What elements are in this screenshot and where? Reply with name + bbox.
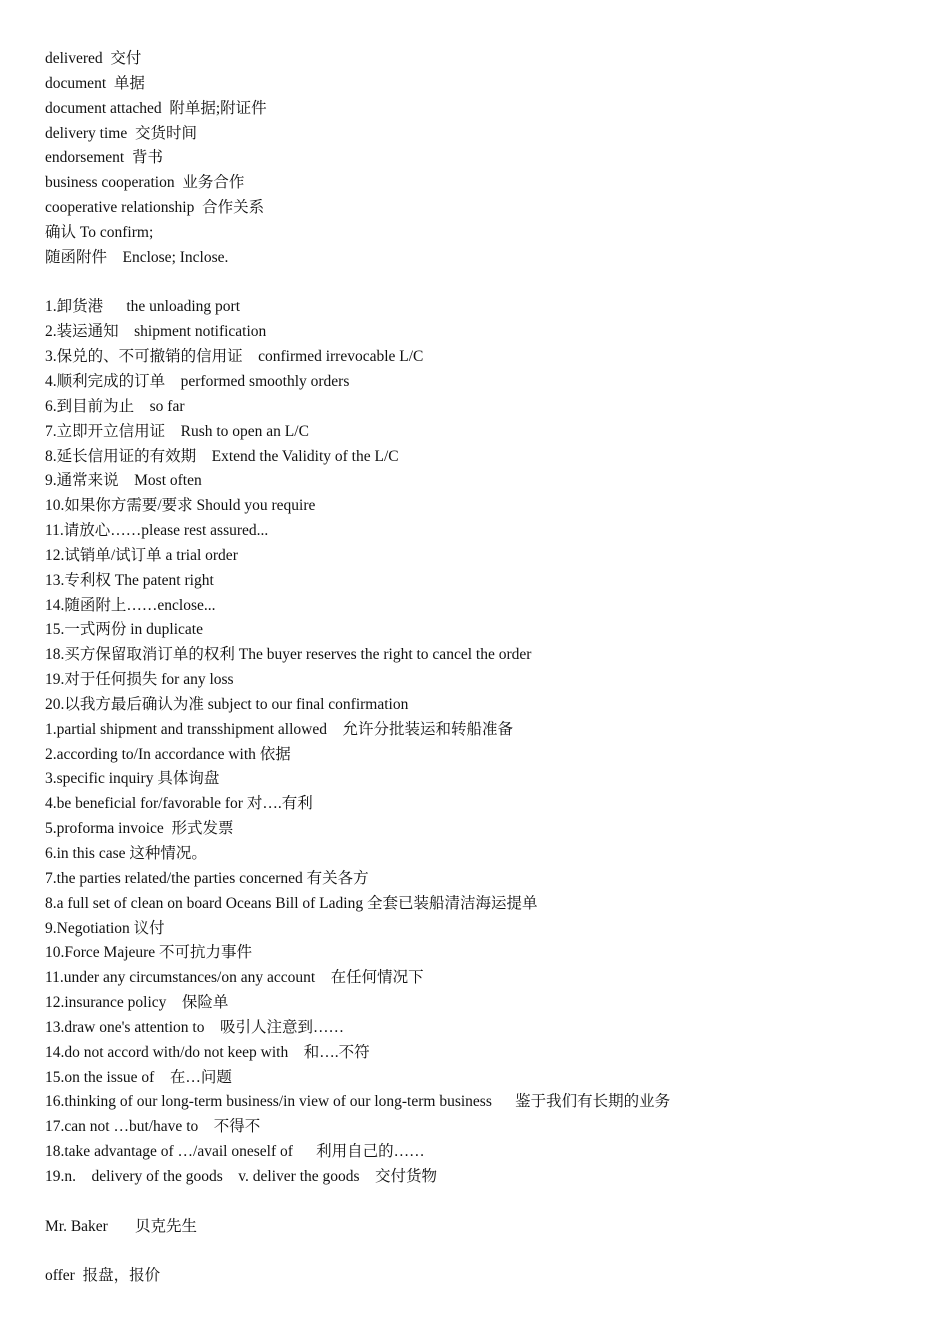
text-line: 13.draw one's attention to 吸引人注意到…… (45, 1018, 344, 1036)
text-line: 14.do not accord with/do not keep with 和….不符 (45, 1043, 370, 1061)
text-line: 2.装运通知 shipment notification (45, 323, 267, 341)
text-line: 7.立即开立信用证 Rush to open an L/C (45, 422, 309, 440)
text-line: 15.一式两份 in duplicate (45, 621, 203, 639)
text-line: 6.到目前为止 so far (45, 397, 185, 415)
text-line: endorsement 背书 (45, 149, 163, 167)
text-line: 12.试销单/试订单 a trial order (45, 546, 238, 564)
text-line: offer 报盘，报价 (45, 1267, 161, 1285)
text-line: 18.take advantage of …/avail oneself of 利用自己的…… (45, 1143, 425, 1161)
text-line: 9.Negotiation 议付 (45, 919, 165, 937)
text-line: business cooperation 业务合作 (45, 174, 245, 192)
text-line: 4.顺利完成的订单 performed smoothly orders (45, 372, 350, 390)
blank-line (45, 1240, 925, 1265)
blank-line (45, 271, 925, 296)
text-line: 14.随函附上……enclose... (45, 596, 216, 614)
text-line: 1.卸货港 the unloading port (45, 298, 241, 316)
text-line: 11.under any circumstances/on any account 在任何情况下 (45, 969, 424, 987)
text-line: 4.be beneficial for/favorable for 对….有利 (45, 795, 313, 813)
blank-line (45, 1190, 925, 1215)
text-line: 8.延长信用证的有效期 Extend the Validity of the L/C (45, 447, 399, 465)
text-line: 随函附件 Enclose; Inclose. (45, 248, 229, 266)
text-line: Mr. Baker 贝克先生 (45, 1217, 197, 1235)
text-line: 16.thinking of our long-term business/in view of our long-term business 鉴于我们有长期的业务 (45, 1093, 671, 1111)
text-line: 10.如果你方需要/要求 Should you require (45, 497, 316, 515)
text-line: 确认 To confirm; (45, 223, 154, 241)
text-line: 15.on the issue of 在…问题 (45, 1068, 232, 1086)
text-line: 1.partial shipment and transshipment allowed 允许分批装运和转船准备 (45, 720, 513, 738)
text-line: 2.according to/In accordance with 依据 (45, 745, 291, 763)
text-line: 17.can not …but/have to 不得不 (45, 1118, 261, 1136)
document-page (45, 47, 925, 1289)
text-line: document attached 附单据;附证件 (45, 99, 267, 117)
text-line: delivery time 交货时间 (45, 124, 197, 142)
text-line: 5.proforma invoice 形式发票 (45, 820, 234, 838)
text-line: 6.in this case 这种情况。 (45, 845, 207, 862)
text-line: 7.the parties related/the parties concerned 有关各方 (45, 869, 369, 887)
text-line: 19.n. delivery of the goods v. deliver the goods 交付货物 (45, 1167, 438, 1185)
text-line: 19.对于任何损失 for any loss (45, 671, 234, 689)
glossary-block-terms (45, 47, 925, 271)
text-line: 12.insurance policy 保险单 (45, 994, 229, 1012)
text-line: 3.保兑的、不可撤销的信用证 confirmed irrevocable L/C (45, 348, 424, 366)
text-line: document 单据 (45, 74, 145, 92)
glossary-block-numbered (45, 295, 925, 1189)
text-line: 18.买方保留取消订单的权利 The buyer reserves the right to cancel the order (45, 646, 532, 664)
text-line: delivered 交付 (45, 50, 142, 67)
text-line: cooperative relationship 合作关系 (45, 199, 265, 217)
glossary-block-name (45, 1215, 925, 1240)
text-line: 3.specific inquiry 具体询盘 (45, 770, 220, 788)
text-line: 11.请放心……please rest assured... (45, 522, 269, 540)
glossary-block-offer (45, 1264, 925, 1289)
text-line: 10.Force Majeure 不可抗力事件 (45, 944, 253, 962)
text-line: 13.专利权 The patent right (45, 571, 214, 589)
text-line: 20.以我方最后确认为准 subject to our final confirmation (45, 695, 409, 713)
text-line: 9.通常来说 Most often (45, 472, 202, 490)
text-line: 8.a full set of clean on board Oceans Bill of Lading 全套已装船清洁海运提单 (45, 894, 538, 912)
